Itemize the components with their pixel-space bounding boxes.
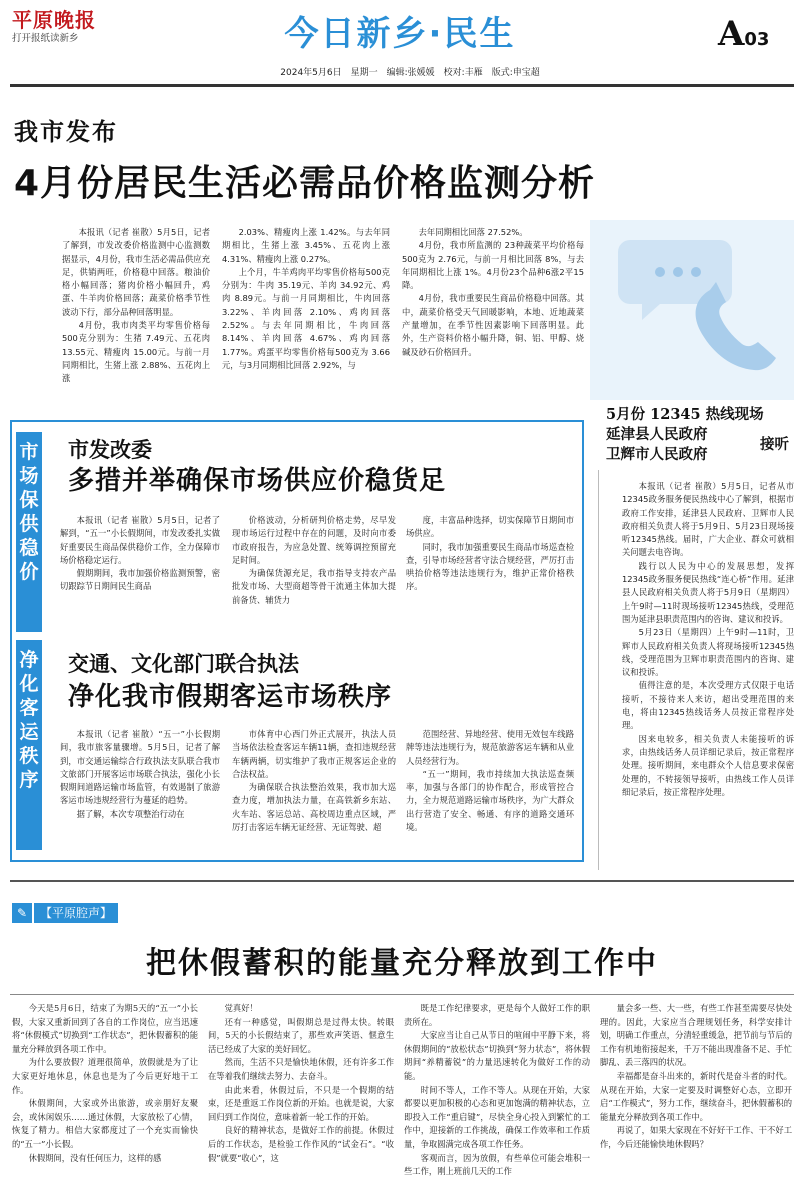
story1-paragraph: 价格波动，分析研判价格走势，尽早发现市场运行过程中存在的问题，及时向市委市政府报告，为应急处置、统筹调控预留充足时间。 [232, 515, 396, 565]
hotline-title [606, 405, 796, 465]
hotline-paragraph: 5月23日（星期四）上午9时—11时，卫辉市人民政府相关负责人将现场接听12345热线，受理范围为卫辉市职责范围内的咨询、建议和投诉。 [622, 627, 794, 678]
lead-headline: 4月份居民生活必需品价格监测分析 [14, 163, 596, 204]
section-rule [10, 880, 794, 882]
commentary-rule [10, 994, 794, 995]
commentary-paragraph: 时间不等人，工作不等人。从现在开始，大家都要以更加积极的心态和更加饱满的精神状态，立即投入工作“重启键”，尽快全身心投入到繁忙的工作中，迎接新的工作挑战，确保工作效率和工作质量，争取圆满完成各项工作任务。 [404, 1084, 590, 1149]
brand-tagline: 打开报纸读新乡 [12, 33, 79, 44]
commentary-paragraph: 休假期间，大家或外出旅游，或亲朋好友聚会，或休闲娱乐……通过休假，大家放松了心情，恢复了精力。相信大家都度过了一个充实而愉快的“五一”小长假。 [12, 1098, 198, 1149]
story1-column-3 [406, 514, 574, 634]
commentary-paragraph: 休假期间，没有任何压力，这样的感 [28, 1152, 162, 1163]
section-title: 今日新乡·民生 [284, 14, 516, 54]
column-badge-label: 【平原腔声】 [34, 903, 118, 923]
commentary-paragraph: 今天是5月6日，结束了为期5天的“五一”小长假，大家又重新回到了各自的工作岗位，应当迅速将“休假模式”切换到“工作状态”，把休假蓄积的能量充分释放到各项工作中。 [12, 1003, 198, 1054]
story2-paragraph: 为确保联合执法整治效果，我市加大巡查力度，增加执法力量，在高铁新乡东站、火车站、客运总站、高校周边重点区域，严厉打击客运车辆无证经营、无证驾驶、超 [232, 782, 396, 833]
commentary-paragraph: 良好的精神状态，是做好工作的前提。休假过后的工作状态，是检验工作作风的“试金石”。“收假”就要“收心”，这 [208, 1125, 394, 1163]
commentary-column-3 [404, 1002, 590, 1196]
masthead-rule [10, 84, 794, 87]
lead-kicker: 我市发布 [14, 117, 118, 146]
story2-column-2 [232, 728, 396, 854]
lead-paragraph: 上个月，牛羊鸡肉平均零售价格每500克分别为：牛肉 35.19元、羊肉 34.92元、鸡肉 8.89元。与前一月同期相比，牛肉回落 3.22%、羊肉回落 2.10%、鸡肉回落 2.52%。与去年同期相比，牛肉回落 8.14%、羊肉回落 4.67%、鸡肉回落 1.77%。鸡蛋平均零售价格每500克为 3.66元，与3月同期相比回落 2.92%，与 [222, 266, 390, 370]
phone-illustration [590, 220, 794, 400]
commentary-headline: 把休假蓄积的能量充分释放到工作中 [146, 946, 658, 981]
lead-paragraph: 2.03%、精瘦肉上涨 1.42%。与去年同期相比，生猪上涨 3.45%、五花肉上涨 4.31%、精瘦肉上涨 0.27%。 [222, 227, 390, 264]
story1-paragraph: 同时，我市加强重要民生商品市场巡查检查，引导市场经营者守法合规经营，严厉打击哄抬价格等违法违规行为，维护正常价格秩序。 [406, 541, 574, 592]
story2-paragraph: 市体育中心西门外正式展开，执法人员当场依法检查客运车辆11辆，查扣违规经营车辆两辆，切实维护了我市正规客运企业的合法权益。 [232, 729, 396, 779]
hotline-paragraph: 值得注意的是，本次受理方式仅限于电话接听，不接待来人来访，超出受理范围的来电，将由12345热线话务人员按正常程序处理。 [622, 680, 794, 731]
column-divider [598, 470, 599, 870]
story1-paragraph: 为确保货源充足，我市指导支持农产品批发市场、大型商超等骨干流通主体加大提前备货、辅货力 [232, 568, 396, 605]
commentary-paragraph: 再说了，如果大家现在不好好干工作、干不好工作，今后还能愉快地休假吗？ [600, 1125, 792, 1149]
story1-headline: 多措并举确保市场供应价稳货足 [68, 466, 447, 496]
newspaper-logo [12, 8, 130, 56]
story1-column-2 [232, 514, 396, 634]
commentary-paragraph: 客观而言，因为放假，有些单位可能会堆积一些工作，刚上班前几天的工作 [404, 1152, 590, 1177]
pen-icon: ✎ [12, 903, 32, 923]
commentary-column-4 [600, 1002, 792, 1196]
commentary-paragraph: 为什么要放假？道理很简单，放假就是为了让大家更好地休息，休息也是为了今后更好地干工作。 [12, 1057, 198, 1095]
story2-kicker: 交通、文化部门联合执法 [68, 652, 299, 676]
brand-name: 平原晚报 [12, 8, 96, 32]
page-letter: A [718, 14, 745, 54]
hotline-title-line3: 卫辉市人民政府 [606, 446, 708, 463]
lead-paragraph: 去年同期相比回落 27.52%。 [418, 227, 528, 237]
hotline-title-side: 接听 [760, 436, 789, 453]
story2-column-3 [406, 728, 574, 854]
lead-paragraph: 4月份，我市重要民生商品价格稳中回落。其中，蔬菜价格受天气回暖影响，本地、近地蔬菜产量增加，在季节性因素影响下回落明显。此外，生产资料价格小幅升降，铜、铝、甲醇、烧碱及砂石价格回升。 [402, 293, 584, 357]
hotline-title-line2: 延津县人民政府 [606, 426, 708, 443]
story1-paragraph: 本报讯（记者 崔散）5月5日，记者了解到，“五一”小长假期间，市发改委扎实做好重要民生商品保供稳价工作，全力保障市场价格稳定运行。 [60, 515, 220, 565]
commentary-paragraph: 大家应当让自己从节日的喧闹中平静下来，将休假期间的“放松状态”切换到“努力状态”，将休假期间“养精蓄锐”的力量迅速转化为做好工作的动能。 [404, 1030, 590, 1081]
page-digits: 03 [744, 29, 770, 50]
commentary-column-2 [208, 1002, 394, 1196]
commentary-paragraph: 既是工作纪律要求，更是每个人做好工作的职责所在。 [404, 1003, 590, 1027]
story1-paragraph: 假期期间，我市加强价格监测预警，密切跟踪节日期间民生商品 [60, 568, 220, 592]
story1-column-1 [60, 514, 220, 634]
commentary-paragraph: 觉真好！ [224, 1003, 258, 1013]
hotline-body [622, 480, 794, 870]
hotline-paragraph: 因来电较多，相关负责人未能接听的诉求，由热线话务人员详细记录后，按正常程序处理。接听期间，来电群众个人信息要求保密处理的，不转接领导接听，由热线工作人员详细记录后，按正常程序处理。 [622, 733, 794, 797]
lead-column-1 [62, 226, 210, 384]
story2-paragraph: “五一”期间，我市持续加大执法巡查频率，加强与各部门的协作配合，形成管控合力，全力规范道路运输市场秩序，为广大群众出行营造了安全、畅通、有序的道路交通环境。 [406, 768, 574, 833]
lead-paragraph: 4月份，我市所监测的 23种蔬菜平均价格每500克为 2.76元，与前一月相比回落 8%，与去年同期相比上涨 1%。4月份23个品种6涨2平15降。 [402, 240, 584, 291]
story2-headline: 净化我市假期客运市场秩序 [68, 682, 393, 712]
vertical-label-2 [16, 640, 42, 850]
commentary-column-1 [12, 1002, 198, 1196]
vertical-label-1 [16, 432, 42, 632]
commentary-paragraph: 幸福都是奋斗出来的，新时代是奋斗者的时代。从现在开始，大家一定要及时调整好心态，立即开启“工作模式”，努力工作，继续奋斗，把休假蓄积的能量充分释放到各项工作中。 [600, 1070, 792, 1122]
column-badge [12, 902, 152, 924]
commentary-paragraph: 由此来看，休假过后，不只是一个假期的结束，还是重返工作岗位新的开始。也就是说，大家回归到工作岗位，意味着新一轮工作的开始。 [208, 1084, 394, 1122]
hotline-title-line1: 5月份 12345 热线现场 [606, 406, 764, 423]
hotline-paragraph: 践行以人民为中心的发展思想，发挥12345政务服务便民热线“连心桥”作用。延津县人民政府相关负责人将于5月9日（星期四）上午9时—11时现场接听12345热线，受理范围为延津县职责范围内的咨询、建议和投诉。 [622, 560, 794, 624]
issue-meta: 2024年5月6日 星期一 编辑:张媛媛 校对:丰雁 版式:申宝超 [280, 68, 540, 78]
story2-paragraph: 本报讯（记者 崔散）“五一”小长假期间，我市旅客量骤增。5月5日，记者了解到，市交通运输综合行政执法支队联合我市文旅部门开展客运市场联合执法，强化小长假期间道路运输市场监管，有效遏制了旅游客运市场违规经营行为蔓延的趋势。 [60, 729, 220, 806]
hotline-paragraph: 本报讯（记者 崔散）5月5日，记者从市12345政务服务便民热线中心了解到，根据市政府工作安排，延津县人民政府、卫辉市人民政府相关负责人将于5月9日、5月23日现场接听12345热线。届时，广大企业、群众可就相关问题去电咨询。 [622, 481, 794, 558]
commentary-paragraph: 还有一种感觉，叫假期总是过得太快。转眼间，5天的小长假结束了，那些欢声笑语、惬意生活已经成了大家的美好回忆。 [208, 1016, 394, 1054]
story2-column-1 [60, 728, 220, 854]
page-number [718, 14, 769, 60]
lead-column-2 [222, 226, 390, 384]
vertical-label-text: 净 化 客 运 秩 序 [19, 649, 39, 791]
lead-paragraph: 本报讯（记者 崔散）5月5日，记者了解到，市发改委价格监测中心监测数据显示，4月份，我市生活必需品供应充足，供销两旺，价格稳中回落。粮油价格小幅回落；猪肉价格小幅回升，鸡蛋、牛羊肉价格回落；蔬菜价格季节性波动下行，部分品种回落明显。 [62, 227, 210, 317]
lead-paragraph: 4月份，我市肉类平均零售价格每500克分别为：生猪 7.49元、五花肉 13.55元、精瘦肉 15.00元。与前一月同期相比，生猪上涨 2.88%、五花肉上涨 [62, 320, 210, 384]
story2-paragraph: 据了解，本次专项整治行动在 [76, 808, 185, 819]
commentary-paragraph: 量会多一些、大一些，有些工作甚至需要尽快处理的。因此，大家应当合理规划任务，科学安排计划，明确工作重点，分清轻重缓急，把节前与节后的工作有机地衔接起来，千万不能出现准备不足、手忙脚乱、丢三落四的状况。 [600, 1003, 792, 1068]
lead-column-3 [402, 226, 584, 384]
story1-paragraph: 度，丰富品种选择，切实保障节日期间市场供应。 [406, 515, 574, 539]
vertical-label-text: 市 场 保 供 稳 价 [19, 441, 39, 583]
story2-paragraph: 范围经营、异地经营、使用无效包车线路牌等违法违规行为，规范旅游客运车辆和从业人员经营行为。 [406, 729, 574, 766]
story1-kicker: 市发改委 [68, 438, 152, 462]
commentary-paragraph: 然而，生活不只是愉快地休假，还有许多工作在等着我们继续去努力、去奋斗。 [208, 1057, 394, 1081]
